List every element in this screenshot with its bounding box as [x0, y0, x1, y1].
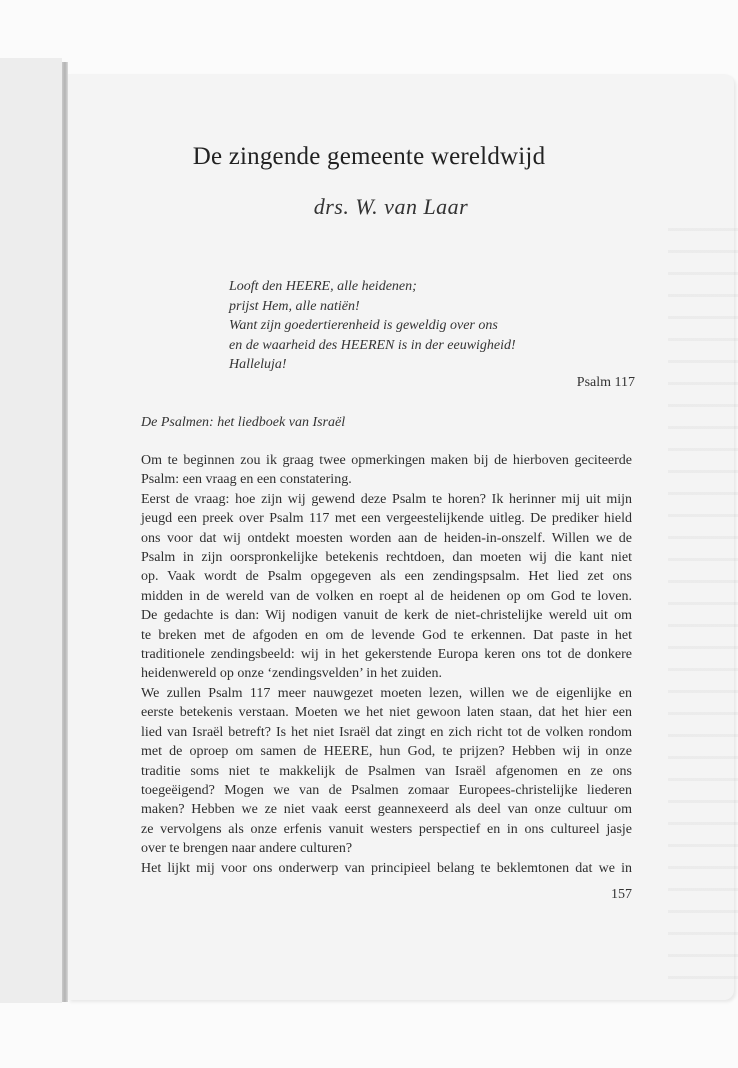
- body-line: ons voor dat wij ontdekt moesten worden aan de heiden-in-onszelf. Willen we de: [141, 530, 632, 546]
- body-line: met de oproep om samen de HEERE, hun God, te prijzen? Hebben wij in onze: [141, 744, 632, 760]
- body-line: heidenwereld op onze ‘zendingsvelden’ in het zuiden.: [141, 666, 443, 682]
- body-line: jeugd een preek over Psalm 117 met een vergeestelijkende uitleg. De prediker hield: [141, 511, 632, 527]
- epigraph-line: Halleluja!: [229, 357, 287, 372]
- section-heading: De Psalmen: het liedboek van Israël: [141, 415, 346, 430]
- body-line: te breken met de afgoden en om de levende God te erkennen. Dat paste in het: [141, 627, 632, 643]
- epigraph-line: prijst Hem, alle natiën!: [229, 298, 360, 314]
- show-through-text: [668, 214, 738, 994]
- body-line: traditionele zendingsbeeld: wij in het gekerstende Europa keren ons tot de donkere: [141, 647, 632, 663]
- body-line: We zullen Psalm 117 meer nauwgezet moeten lezen, willen we de eigenlijke en: [141, 685, 632, 701]
- page-number: 157: [611, 887, 632, 902]
- chapter-author: drs. W. van Laar: [313, 194, 469, 219]
- body-line: lied van Israël betreft? Is het niet Israël dat zingt en zich richt tot de volken rondom: [141, 724, 632, 740]
- body-line: Om te beginnen zou ik graag twee opmerkingen maken bij de hierboven geciteerde: [141, 453, 632, 468]
- body-line: midden in de wereld van de volken en roept al de heidenen op om God te loven.: [141, 588, 632, 604]
- body-line: traditie soms niet te makkelijk de Psalmen van Israël afgenomen en ze ons: [141, 763, 632, 779]
- body-line: ze vervolgens als onze erfenis vanuit westers perspectief en in ons cultureel jasje: [141, 821, 632, 837]
- epigraph-source: Psalm 117: [576, 375, 635, 390]
- chapter-title: De zingende gemeente wereldwijd: [192, 143, 546, 170]
- epigraph-line: Want zijn goedertierenheid is geweldig over ons: [229, 318, 498, 333]
- body-line: Eerst de vraag: hoe zijn wij gewend deze Psalm te horen? Ik herinner mij uit mijn: [141, 491, 632, 507]
- body-line: De gedachte is dan: Wij nodigen vanuit de kerk de niet-christelijke wereld uit om: [141, 608, 632, 624]
- body-line: Het lijkt mij voor ons onderwerp van principieel belang te beklemtonen dat we in: [141, 860, 632, 876]
- body-line: over te brengen naar andere culturen?: [141, 841, 353, 857]
- body-line: maken? Hebben we ze niet vaak eerst geannexeerd als deel van onze cultuur om: [141, 802, 632, 818]
- epigraph-line: en de waarheid des HEEREN is in der eeuwigheid!: [229, 337, 516, 353]
- epigraph: [229, 277, 629, 375]
- body-text: [141, 451, 632, 878]
- body-line: Psalm: een vraag en een constatering.: [141, 472, 352, 488]
- body-line: op. Vaak wordt de Psalm opgegeven als een zendingspsalm. Het lied zet ons: [141, 569, 632, 585]
- body-line: eerste betekenis verstaan. Moeten we het niet gewoon laten staan, dat het hier een: [141, 705, 632, 721]
- body-line: toegeëigend? Mogen we van de Psalmen zomaar Europees-christelijke liederen: [141, 782, 632, 798]
- epigraph-line: Looft den HEERE, alle heidenen;: [229, 279, 417, 294]
- body-line: Psalm in zijn oorspronkelijke betekenis rechtdoen, dan moeten wij die kant niet: [141, 550, 632, 566]
